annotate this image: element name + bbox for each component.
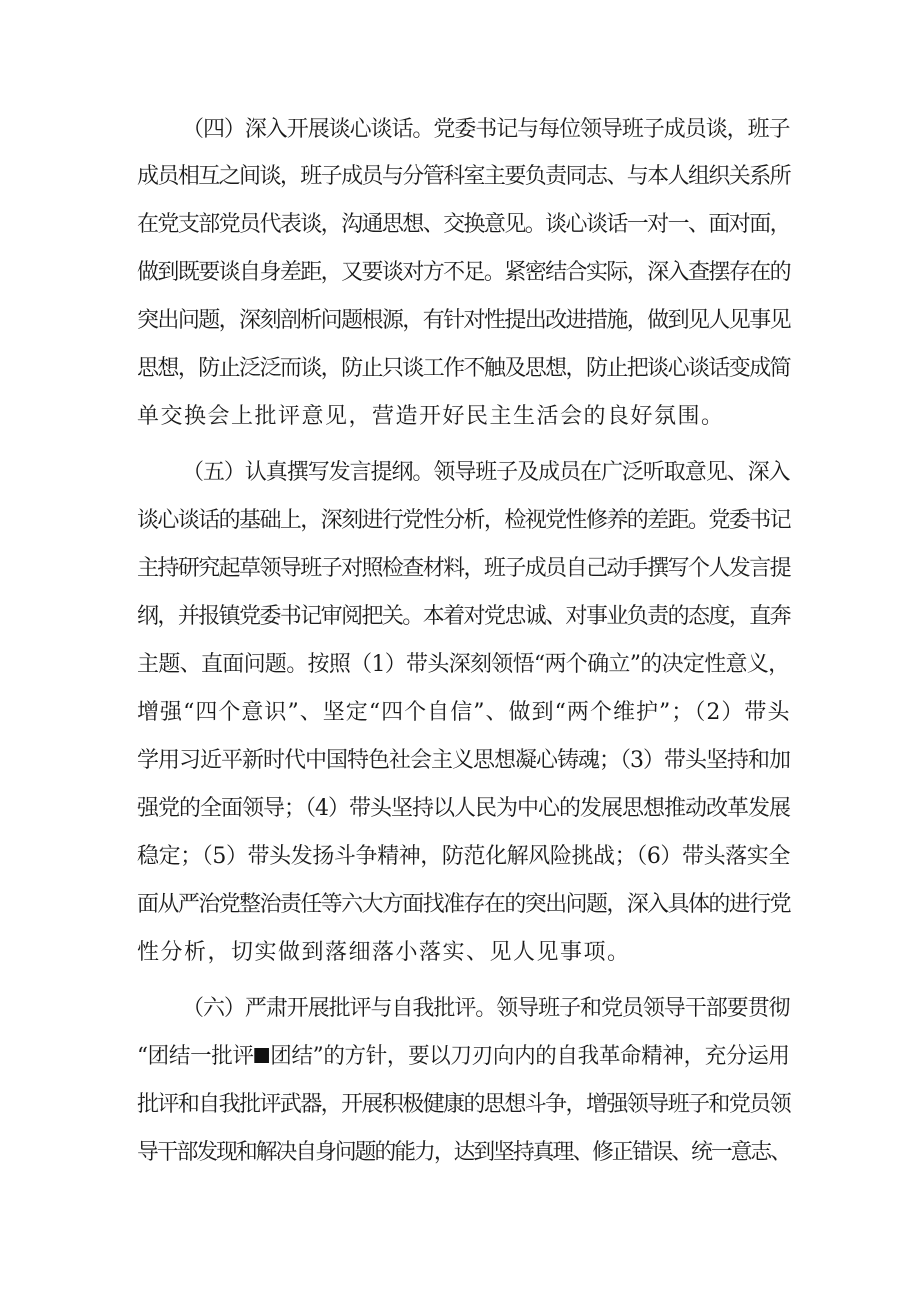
paragraph-5-line-11: 性分析，切实做到落细落小落实、见人见事项。 bbox=[137, 940, 631, 965]
paragraph-5-line-2: 谈心谈话的基础上，深刻进行党性分析，检视党性修养的差距。党委书记 bbox=[137, 508, 791, 533]
paragraph-4-line-4: 做到既要谈自身差距，又要谈对方不足。紧密结合实际，深入查摆存在的 bbox=[137, 260, 791, 285]
paragraph-5-line-7: 学用习近平新时代中国特色社会主义思想凝心铸魂；（3）带头坚持和加 bbox=[137, 748, 790, 773]
paragraph-5-line-4: 纲，并报镇党委书记审阅把关。本着对党忠诚、对事业负责的态度，直奔 bbox=[137, 604, 791, 629]
paragraph-5-line-8: 强党的全面领导；（4）带头坚持以人民为中心的发展思想推动改革发展 bbox=[137, 796, 790, 821]
paragraph-6-line-2-part-2: 团结”的方针，要以刀刃向内的自我革命精神，充分运用 bbox=[270, 1044, 790, 1069]
paragraph-4-line-6: 思想，防止泛泛而谈，防止只谈工作不触及思想，防止把谈心谈话变成简 bbox=[137, 356, 791, 381]
paragraph-6-line-4: 导干部发现和解决自身问题的能力，达到坚持真理、修正错误、统一意志、 bbox=[137, 1140, 791, 1165]
black-square-glyph bbox=[255, 1048, 270, 1063]
paragraph-5-line-10: 面从严治党整治责任等六大方面找准存在的突出问题，深入具体的进行党 bbox=[137, 892, 791, 917]
paragraph-5-line-6: 增强“四个意识”、坚定“四个自信”、做到“两个维护”；（2）带头 bbox=[137, 700, 791, 725]
paragraph-6-line-3: 批评和自我批评武器，开展积极健康的思想斗争，增强领导班子和党员领 bbox=[137, 1092, 791, 1117]
paragraph-5-line-9: 稳定；（5）带头发扬斗争精神，防范化解风险挑战；（6）带头落实全 bbox=[137, 844, 790, 869]
paragraph-6-line-1: （六）严肃开展批评与自我批评。领导班子和党员领导干部要贯彻 bbox=[182, 996, 790, 1021]
paragraph-4-line-1: （四）深入开展谈心谈话。党委书记与每位领导班子成员谈，班子 bbox=[182, 117, 790, 142]
paragraph-4-line-7: 单交换会上批评意见，营造开好民主生活会的良好氛围。 bbox=[137, 404, 725, 429]
paragraph-5-line-5: 主题、直面问题。按照（1）带头深刻领悟“两个确立”的决定性意义， bbox=[137, 652, 790, 677]
paragraph-4-line-2: 成员相互之间谈，班子成员与分管科室主要负责同志、与本人组织关系所 bbox=[137, 164, 791, 189]
paragraph-6-line-2 bbox=[137, 1042, 790, 1072]
paragraph-4-line-5: 突出问题，深刻剖析问题根源，有针对性提出改进措施，做到见人见事见 bbox=[137, 308, 791, 333]
paragraph-5-line-1: （五）认真撰写发言提纲。领导班子及成员在广泛听取意见、深入 bbox=[182, 460, 790, 485]
paragraph-6-line-2-part-1: “团结一批评 bbox=[137, 1044, 254, 1069]
paragraph-5-line-3: 主持研究起草领导班子对照检查材料，班子成员自己动手撰写个人发言提 bbox=[137, 556, 791, 581]
paragraph-4-line-3: 在党支部党员代表谈，沟通思想、交换意见。谈心谈话一对一、面对面， bbox=[137, 212, 791, 237]
